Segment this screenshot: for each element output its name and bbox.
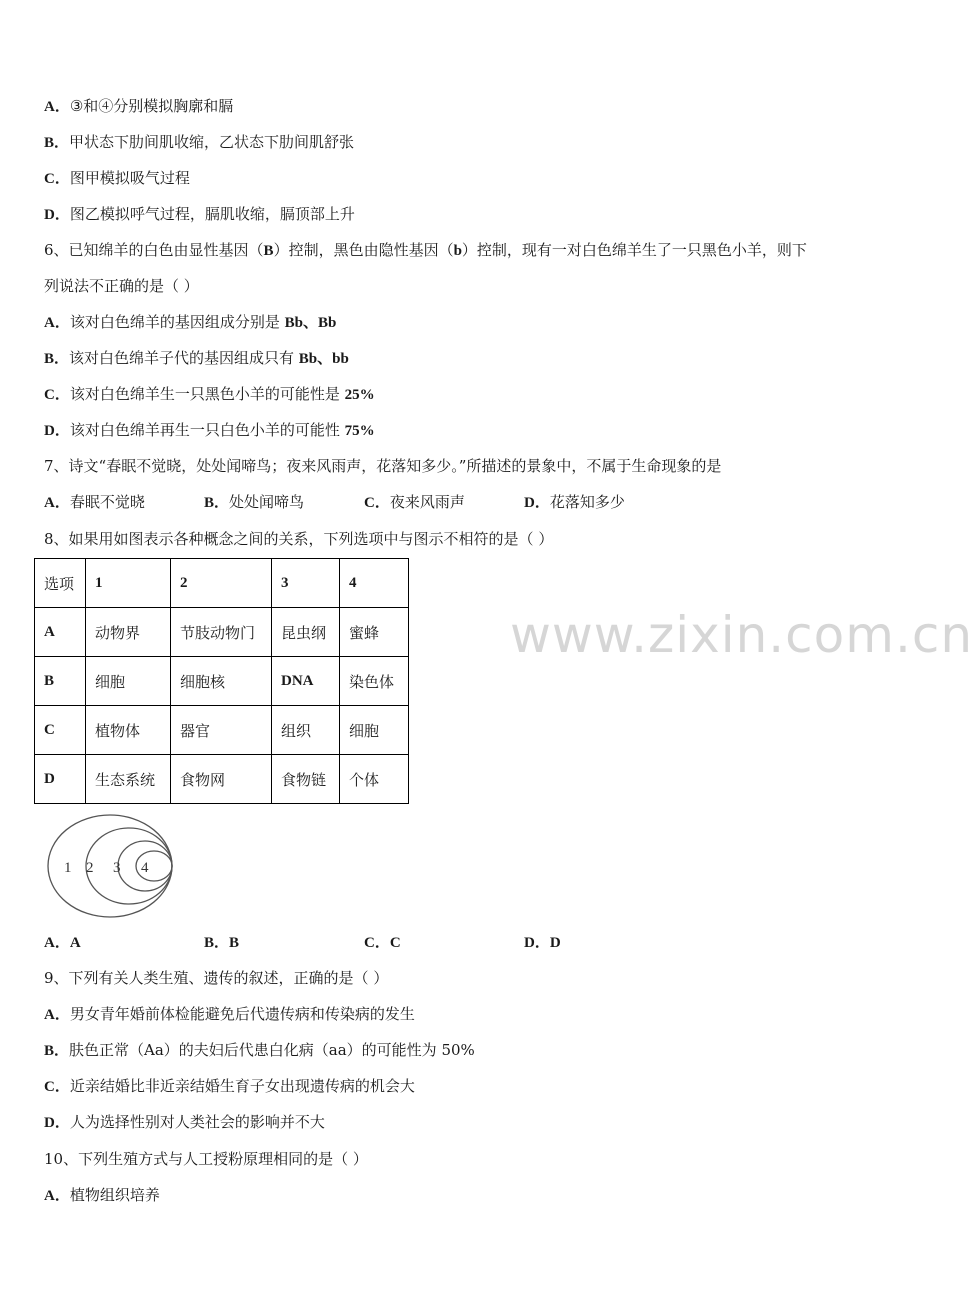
watermark: www.zixin.com.cn xyxy=(510,606,973,664)
table-cell: 4 xyxy=(340,559,409,608)
table-cell: 食物网 xyxy=(171,755,272,804)
table-cell: 选项 xyxy=(35,559,86,608)
q5-option-a: A．③和④分别模拟胸廓和膈 xyxy=(44,97,234,115)
q9-option-d: D．人为选择性别对人类社会的影响并不大 xyxy=(44,1113,325,1131)
q6-option-a: A．该对白色绵羊的基因组成分别是 Bb、Bb xyxy=(44,313,337,331)
table-row xyxy=(35,706,409,755)
venn-label-1: 1 xyxy=(64,860,72,876)
table-cell: 昆虫纲 xyxy=(272,608,340,657)
q7-option-a: A．春眠不觉晓 xyxy=(44,493,145,511)
table-cell: 1 xyxy=(86,559,171,608)
table-cell: 植物体 xyxy=(86,706,171,755)
q8-option-b: B．B xyxy=(204,935,240,951)
q5-option-b: B．甲状态下肋间肌收缩，乙状态下肋间肌舒张 xyxy=(44,133,355,151)
table-cell: 个体 xyxy=(340,755,409,804)
q8-table xyxy=(34,558,409,804)
table-row xyxy=(35,608,409,657)
q9-option-c: C．近亲结婚比非近亲结婚生育子女出现遗传病的机会大 xyxy=(44,1077,415,1095)
q9-option-b: B．肤色正常（Aa）的夫妇后代患白化病（aa）的可能性为 50% xyxy=(44,1041,475,1059)
table-cell: 动物界 xyxy=(86,608,171,657)
table-cell: 细胞核 xyxy=(171,657,272,706)
q5-option-c: C．图甲模拟吸气过程 xyxy=(44,169,190,187)
table-cell: 细胞 xyxy=(340,706,409,755)
table-cell: A xyxy=(35,608,86,657)
table-cell: D xyxy=(35,755,86,804)
table-cell: 蜜蜂 xyxy=(340,608,409,657)
table-cell: 节肢动物门 xyxy=(171,608,272,657)
q8-option-a: A．A xyxy=(44,935,81,951)
q7-option-b: B．处处闻啼鸟 xyxy=(204,493,305,511)
q8-option-c: C．C xyxy=(364,935,401,951)
table-cell: 生态系统 xyxy=(86,755,171,804)
q7-stem: 7、诗文“春眠不觉晓，处处闻啼鸟；夜来风雨声，花落知多少。”所描述的景象中，不属于生命现象的是 xyxy=(44,457,722,475)
q7-options xyxy=(44,491,844,513)
q8-options xyxy=(44,931,844,953)
table-header-row xyxy=(35,559,409,608)
q6-stem-line2: 列说法不正确的是（ ） xyxy=(44,277,199,295)
q9-stem: 9、下列有关人类生殖、遗传的叙述，正确的是（ ） xyxy=(44,969,389,987)
venn-label-4: 4 xyxy=(141,860,149,876)
q9-option-a: A．男女青年婚前体检能避免后代遗传病和传染病的发生 xyxy=(44,1005,415,1023)
venn-label-2: 2 xyxy=(86,860,94,876)
q7-option-d: D．花落知多少 xyxy=(524,493,625,511)
table-cell: B xyxy=(35,657,86,706)
q6-stem: 6、已知绵羊的白色由显性基因（B）控制，黑色由隐性基因（b）控制，现有一对白色绵羊生了一只黑色小羊，则下 xyxy=(44,241,807,259)
q10-stem: 10、下列生殖方式与人工授粉原理相同的是（ ） xyxy=(44,1150,368,1168)
venn-diagram xyxy=(44,812,176,920)
q6-option-b: B．该对白色绵羊子代的基因组成只有 Bb、bb xyxy=(44,349,349,367)
table-cell: 3 xyxy=(272,559,340,608)
table-row xyxy=(35,657,409,706)
q10-option-a: A．植物组织培养 xyxy=(44,1186,160,1204)
table-cell: DNA xyxy=(272,657,340,706)
table-cell: 器官 xyxy=(171,706,272,755)
table-cell: C xyxy=(35,706,86,755)
table-cell: 2 xyxy=(171,559,272,608)
table-row xyxy=(35,755,409,804)
table-cell: 染色体 xyxy=(340,657,409,706)
q8-option-d: D．D xyxy=(524,935,561,951)
q6-option-c: C．该对白色绵羊生一只黑色小羊的可能性是 25% xyxy=(44,385,375,403)
q5-option-d: D．图乙模拟呼气过程，膈肌收缩，膈顶部上升 xyxy=(44,205,355,223)
table-cell: 组织 xyxy=(272,706,340,755)
q7-option-c: C．夜来风雨声 xyxy=(364,493,465,511)
table-cell: 细胞 xyxy=(86,657,171,706)
q6-option-d: D．该对白色绵羊再生一只白色小羊的可能性 75% xyxy=(44,421,375,439)
venn-circle-2 xyxy=(86,828,172,904)
table-cell: 食物链 xyxy=(272,755,340,804)
q8-stem: 8、如果用如图表示各种概念之间的关系，下列选项中与图示不相符的是（ ） xyxy=(44,530,554,548)
venn-label-3: 3 xyxy=(113,860,121,876)
